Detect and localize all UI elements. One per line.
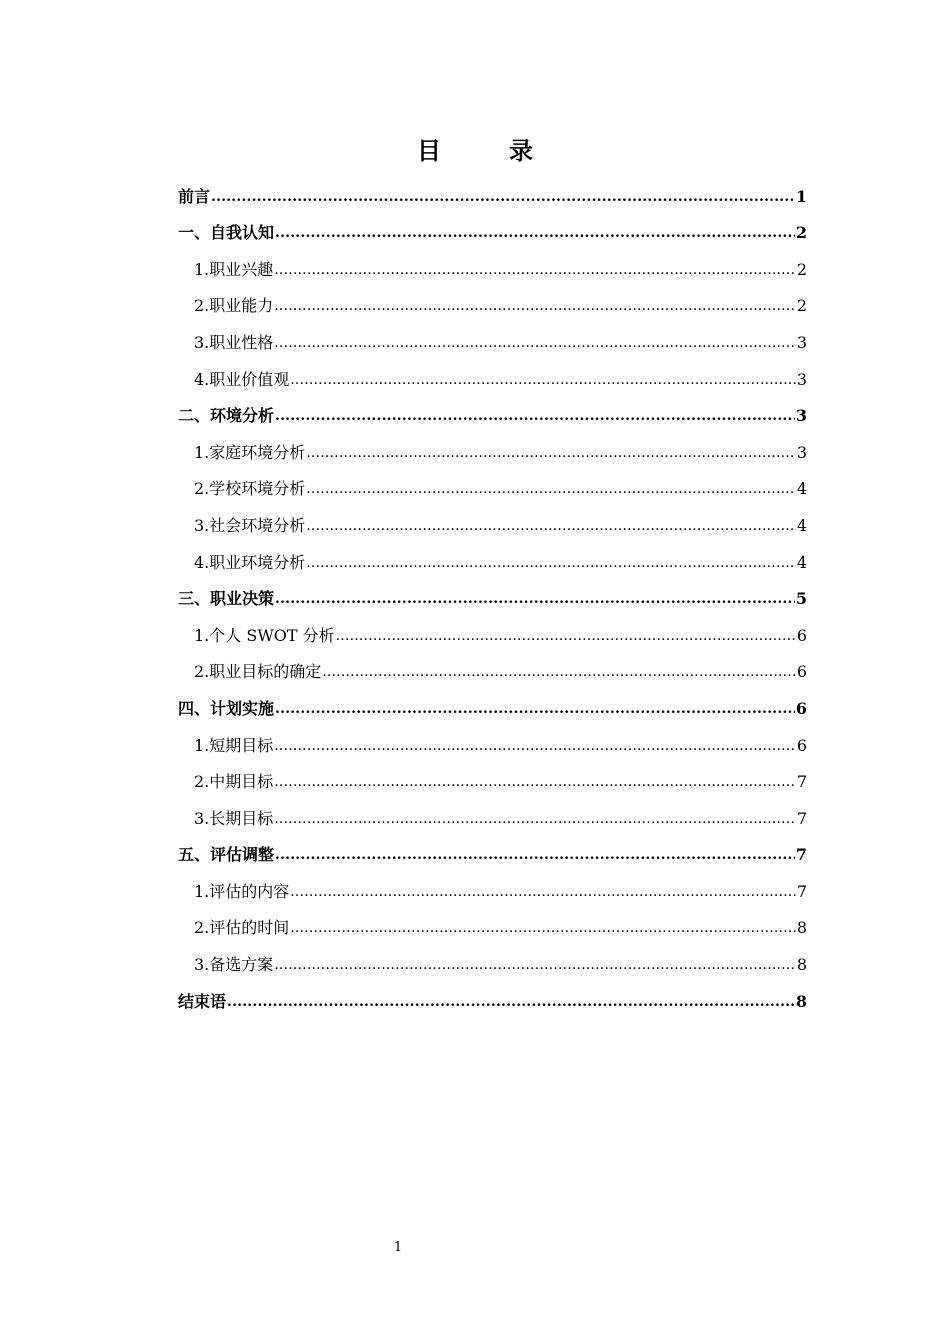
toc-dot-leader bbox=[306, 516, 796, 536]
toc-entry-text: 五、评估调整 bbox=[178, 845, 275, 865]
toc-subentry[interactable] bbox=[178, 280, 807, 317]
toc-subentry[interactable] bbox=[178, 756, 807, 793]
toc-entry-text: 3.长期目标 bbox=[194, 808, 274, 828]
toc-entry-text: 一、自我认知 bbox=[178, 223, 275, 243]
toc-title: 目 录 bbox=[417, 136, 555, 165]
toc-subentry[interactable] bbox=[178, 243, 807, 280]
toc-subentry[interactable] bbox=[178, 609, 807, 646]
toc-entry-page: 7 bbox=[796, 772, 807, 792]
toc-subentry[interactable] bbox=[178, 499, 807, 536]
toc-dot-leader bbox=[275, 406, 795, 426]
toc-entry[interactable] bbox=[178, 207, 807, 244]
footer-page-number: 1 bbox=[393, 1240, 403, 1255]
toc-entry-text: 1.职业兴趣 bbox=[194, 259, 274, 279]
toc-dot-leader bbox=[274, 296, 796, 316]
toc-entry-page: 6 bbox=[796, 662, 807, 682]
toc-entry-page: 4 bbox=[796, 479, 807, 499]
toc-dot-leader bbox=[274, 260, 796, 280]
toc-subentry[interactable] bbox=[178, 353, 807, 390]
toc-entry-page: 8 bbox=[796, 918, 807, 938]
toc-dot-leader bbox=[306, 553, 796, 573]
toc-subentry[interactable] bbox=[178, 719, 807, 756]
toc-entry[interactable] bbox=[178, 390, 807, 427]
toc-entry-page: 7 bbox=[796, 881, 807, 901]
toc-dot-leader bbox=[274, 736, 796, 756]
toc-dot-leader bbox=[275, 223, 795, 243]
toc-entry-page: 8 bbox=[796, 955, 807, 975]
toc-entry-text: 前言 bbox=[178, 186, 211, 206]
toc-entry-page: 3 bbox=[795, 406, 807, 426]
toc-entry-text: 结束语 bbox=[178, 991, 227, 1011]
toc-entry-page: 1 bbox=[795, 186, 807, 206]
toc-entry-text: 4.职业环境分析 bbox=[194, 552, 306, 572]
toc-entry-text: 二、环境分析 bbox=[178, 406, 275, 426]
toc-entry-page: 8 bbox=[795, 991, 807, 1011]
toc-dot-leader bbox=[274, 333, 796, 353]
toc-entry-page: 2 bbox=[796, 259, 807, 279]
toc-entry-text: 3.社会环境分析 bbox=[194, 515, 306, 535]
toc-dot-leader bbox=[274, 809, 796, 829]
toc-dot-leader bbox=[275, 589, 795, 609]
toc-subentry[interactable] bbox=[178, 902, 807, 939]
toc-entry-page: 3 bbox=[796, 442, 807, 462]
toc-dot-leader bbox=[290, 918, 796, 938]
toc-subentry[interactable] bbox=[178, 536, 807, 573]
toc-entry-page: 2 bbox=[796, 296, 807, 316]
toc-entry-page: 4 bbox=[796, 552, 807, 572]
toc-entry-text: 2.评估的时间 bbox=[194, 918, 290, 938]
toc-list bbox=[178, 170, 807, 1012]
toc-dot-leader bbox=[290, 370, 796, 390]
toc-subentry[interactable] bbox=[178, 463, 807, 500]
toc-entry-page: 6 bbox=[796, 735, 807, 755]
toc-entry[interactable] bbox=[178, 682, 807, 719]
toc-subentry[interactable] bbox=[178, 938, 807, 975]
toc-entry-text: 2.中期目标 bbox=[194, 772, 274, 792]
toc-entry-page: 5 bbox=[795, 589, 807, 609]
toc-subentry[interactable] bbox=[178, 646, 807, 683]
toc-dot-leader bbox=[274, 955, 796, 975]
toc-entry[interactable] bbox=[178, 829, 807, 866]
toc-entry-page: 7 bbox=[795, 845, 807, 865]
toc-entry-text: 2.学校环境分析 bbox=[194, 479, 306, 499]
toc-dot-leader bbox=[336, 626, 796, 646]
toc-entry-text: 1.评估的内容 bbox=[194, 881, 290, 901]
toc-entry-text: 3.备选方案 bbox=[194, 955, 274, 975]
toc-subentry[interactable] bbox=[178, 426, 807, 463]
toc-entry-page: 3 bbox=[796, 369, 807, 389]
toc-entry-page: 6 bbox=[796, 625, 807, 645]
toc-entry-text: 四、计划实施 bbox=[178, 698, 275, 718]
toc-entry-page: 6 bbox=[795, 698, 807, 718]
toc-subentry[interactable] bbox=[178, 865, 807, 902]
toc-dot-leader bbox=[227, 992, 795, 1012]
toc-dot-leader bbox=[306, 479, 796, 499]
toc-entry-page: 7 bbox=[796, 808, 807, 828]
toc-subentry[interactable] bbox=[178, 792, 807, 829]
toc-entry-text: 3.职业性格 bbox=[194, 332, 274, 352]
toc-entry-text: 2.职业能力 bbox=[194, 296, 274, 316]
toc-entry-page: 3 bbox=[796, 332, 807, 352]
toc-dot-leader bbox=[275, 845, 795, 865]
toc-dot-leader bbox=[306, 443, 796, 463]
toc-entry-text: 1.个人 SWOT 分析 bbox=[194, 625, 335, 645]
toc-entry-text: 1.家庭环境分析 bbox=[194, 442, 306, 462]
toc-dot-leader bbox=[211, 187, 795, 207]
toc-entry-text: 4.职业价值观 bbox=[194, 369, 290, 389]
toc-entry-text: 2.职业目标的确定 bbox=[194, 662, 322, 682]
toc-dot-leader bbox=[274, 772, 796, 792]
toc-dot-leader bbox=[290, 882, 796, 902]
toc-entry-page: 2 bbox=[795, 223, 807, 243]
toc-entry[interactable] bbox=[178, 975, 807, 1012]
toc-entry[interactable] bbox=[178, 573, 807, 610]
toc-subentry[interactable] bbox=[178, 316, 807, 353]
toc-entry-text: 1.短期目标 bbox=[194, 735, 274, 755]
toc-entry-page: 4 bbox=[796, 515, 807, 535]
toc-dot-leader bbox=[322, 662, 796, 682]
toc-entry-text: 三、职业决策 bbox=[178, 589, 275, 609]
toc-dot-leader bbox=[275, 699, 795, 719]
toc-entry[interactable] bbox=[178, 170, 807, 207]
